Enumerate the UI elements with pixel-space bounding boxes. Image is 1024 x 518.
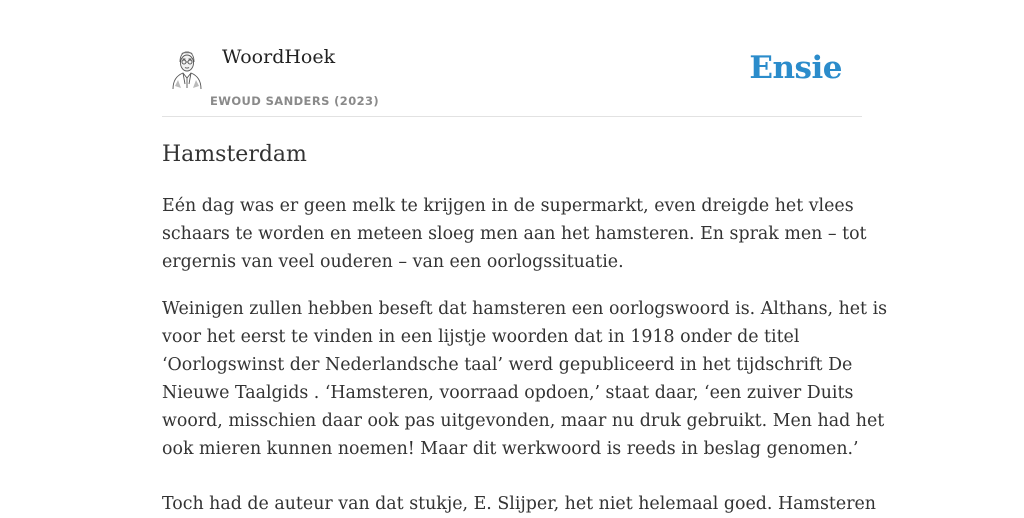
paragraph-line: schaars te worden en meteen sloeg men aan het hamsteren. En sprak men – tot [162, 224, 867, 244]
site-name-link[interactable]: WoordHoek [222, 46, 336, 68]
article-paragraph-1 [162, 192, 867, 276]
article-page [162, 0, 888, 514]
paragraph-line: Nieuwe Taalgids . ‘Hamsteren, voorraad opdoen,’ staat daar, ‘een zuiver Duits [162, 383, 854, 403]
paragraph-line: Weinigen zullen hebben beseft dat hamsteren een oorlogswoord is. Althans, het is [162, 299, 888, 319]
article-title: Hamsterdam [162, 142, 307, 167]
paragraph-line: woord, misschien daar ook pas uitgevonden, maar nu druk gebruikt. Men had het [162, 411, 885, 431]
paragraph-line: ‘Oorlogswinst der Nederlandsche taal’ werd gepubliceerd in het tijdschrift De [162, 355, 853, 375]
ensie-logo-link[interactable]: Ensie [749, 50, 842, 86]
author-credit: EWOUD SANDERS (2023) [210, 94, 380, 108]
paragraph-line: voor het eerst te vinden in een lijstje woorden dat in 1918 onder de titel [162, 327, 800, 347]
paragraph-line: ergernis van veel ouderen – van een oorlogssituatie. [162, 252, 624, 272]
site-header [162, 0, 862, 117]
paragraph-line: Toch had de auteur van dat stukje, E. Slijper, het niet helemaal goed. Hamsteren [162, 494, 877, 514]
article-paragraph-2 [162, 295, 887, 463]
article-paragraph-3 [162, 490, 876, 518]
paragraph-line: Eén dag was er geen melk te krijgen in de supermarkt, even dreigde het vlees [162, 196, 854, 216]
paragraph-line: ook mieren kunnen noemen! Maar dit werkwoord is reeds in beslag genomen.’ [162, 439, 859, 459]
portrait-sketch-icon [170, 48, 204, 90]
